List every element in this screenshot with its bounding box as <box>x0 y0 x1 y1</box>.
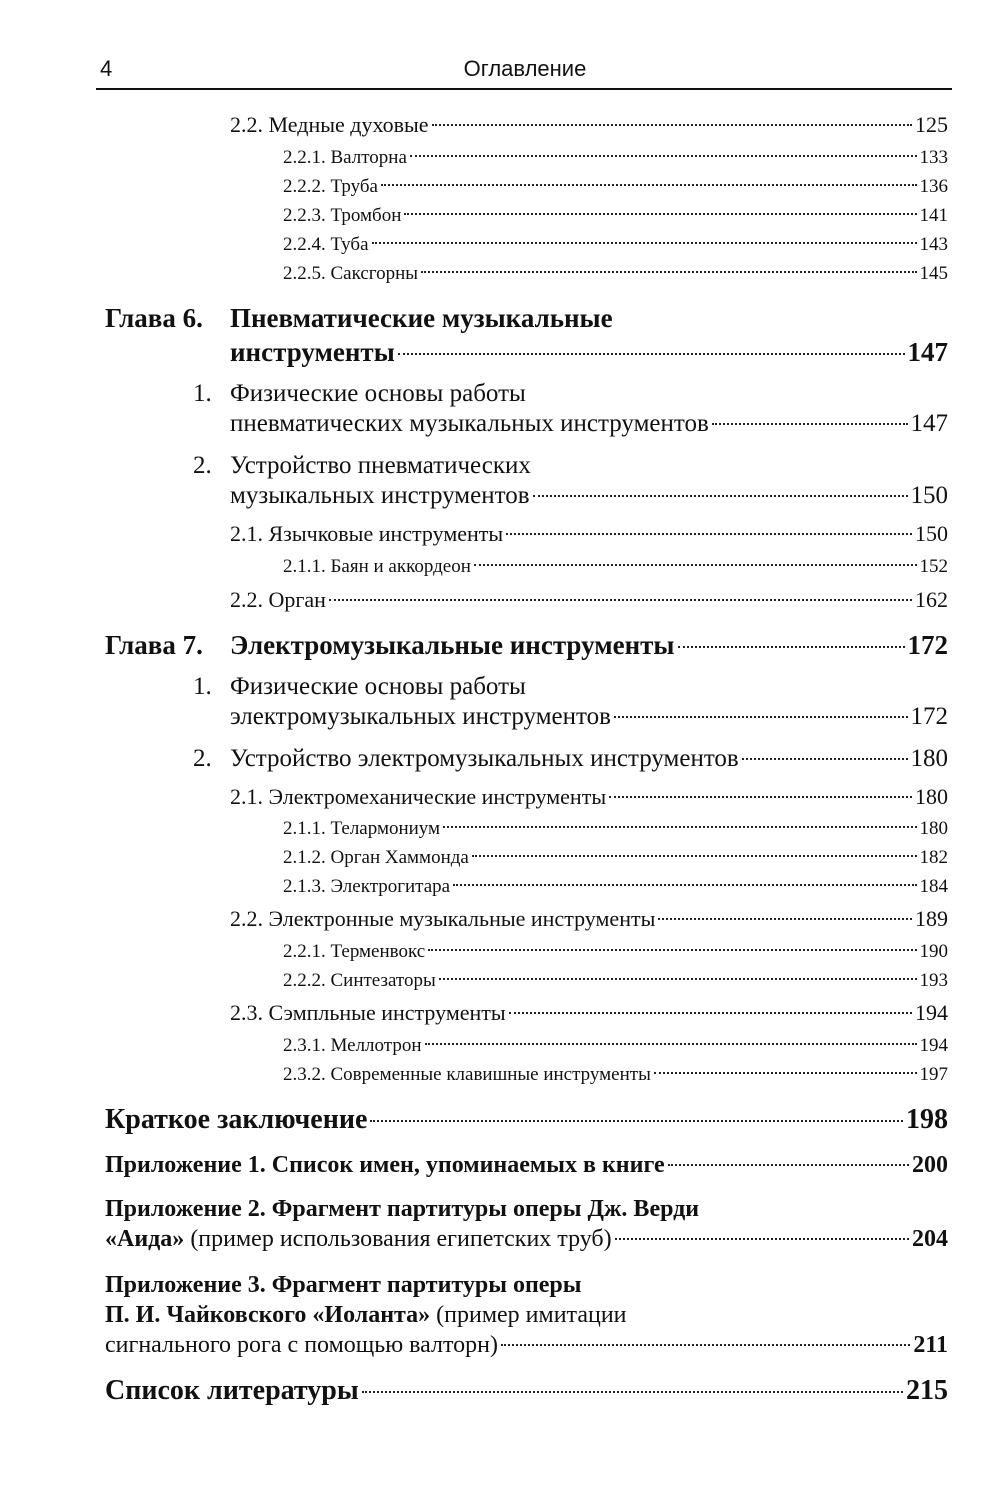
toc-entry <box>230 587 948 613</box>
entry-page: 172 <box>910 703 948 730</box>
entry-title: Устройство электромузыкальных инструментов <box>230 745 739 772</box>
toc-entry <box>105 1332 948 1359</box>
entry-number: 2.2.2. <box>283 176 326 197</box>
dot-leader <box>474 564 917 566</box>
toc-entry <box>105 1375 948 1407</box>
toc-entry <box>283 205 948 227</box>
dot-leader <box>668 1164 909 1166</box>
toc-entry <box>230 906 948 932</box>
dot-leader <box>453 884 916 886</box>
dot-leader <box>398 353 905 355</box>
dot-leader <box>425 1043 917 1045</box>
dot-leader <box>421 271 916 273</box>
dot-leader <box>428 949 916 951</box>
dot-leader <box>712 423 908 425</box>
entry-page: 204 <box>912 1226 948 1252</box>
entry-number: 2.1.3. <box>283 876 326 897</box>
entry-number: 2.2.4. <box>283 234 326 255</box>
entry-page: 200 <box>912 1152 948 1178</box>
dot-leader <box>742 758 908 760</box>
entry-title: Приложение 1. Список имен, упоминаемых в книге <box>105 1152 665 1178</box>
entry-page: 194 <box>919 1035 948 1056</box>
entry-title-cont: сигнального рога с помощью валторн) <box>105 1332 498 1358</box>
dot-leader <box>329 599 912 601</box>
entry-title: Электромеханические инструменты <box>268 784 607 809</box>
header-rule <box>96 88 952 90</box>
entry-page: 180 <box>919 818 948 839</box>
entry-title: Физические основы работы <box>230 380 526 407</box>
entry-page: 133 <box>919 147 948 168</box>
dot-leader <box>533 495 908 497</box>
entry-title-cont: музыкальных инструментов <box>230 482 530 509</box>
entry-number: 2.1.1. <box>283 556 326 577</box>
entry-page: 190 <box>919 941 948 962</box>
chapter-heading <box>105 303 613 334</box>
entry-title: Терменвокс <box>330 941 426 962</box>
entry-number: 2.1. <box>230 521 263 546</box>
dot-leader <box>443 826 916 828</box>
entry-page: 180 <box>915 784 948 809</box>
entry-page: 147 <box>910 410 948 437</box>
toc-entry <box>283 263 948 285</box>
entry-title: Тромбон <box>330 205 402 226</box>
entry-title: Электронные музыкальные инструменты <box>268 906 656 931</box>
toc-entry <box>230 521 948 547</box>
toc-entry <box>230 784 948 810</box>
entry-page: 193 <box>919 970 948 991</box>
entry-title: Язычковые инструменты <box>268 521 504 546</box>
dot-leader <box>658 918 912 920</box>
page-number: 4 <box>100 56 113 81</box>
entry-page: 147 <box>907 337 948 367</box>
entry-number: 2. <box>193 745 212 772</box>
entry-title: Саксгорны <box>330 263 419 284</box>
dot-leader <box>432 124 912 126</box>
entry-page: 194 <box>915 1000 948 1025</box>
toc-entry <box>283 941 948 963</box>
dot-leader <box>472 855 917 857</box>
appendix-heading <box>105 1196 699 1223</box>
toc-entry <box>105 1152 948 1179</box>
dot-leader <box>381 184 917 186</box>
dot-leader <box>678 646 905 648</box>
entry-title: Сэмпльные инструменты <box>268 1000 506 1025</box>
dot-leader <box>506 533 912 535</box>
dot-leader <box>509 1012 912 1014</box>
chapter-label: Глава 7. <box>105 630 203 660</box>
entry-number: 2.2. <box>230 906 263 931</box>
entry-title: Электрогитара <box>330 876 451 897</box>
appendix-heading <box>105 1272 582 1299</box>
entry-page: 172 <box>907 630 948 660</box>
toc-entry <box>283 1035 948 1057</box>
toc-entry <box>283 818 948 840</box>
entry-title: Приложение 3. Фрагмент партитуры оперы <box>105 1272 582 1298</box>
dot-leader <box>362 1391 903 1393</box>
chapter-title: Пневматические музыкальные <box>230 303 613 333</box>
entry-title: Современные клавишные инструменты <box>330 1064 651 1085</box>
dot-leader <box>654 1072 917 1074</box>
section-heading <box>193 380 526 408</box>
entry-number: 2.2.1. <box>283 147 326 168</box>
entry-number: 2.3. <box>230 1000 263 1025</box>
entry-title: Орган Хаммонда <box>330 847 469 868</box>
entry-title: Баян и аккордеон <box>330 556 471 577</box>
entry-title: Список литературы <box>105 1375 359 1406</box>
entry-title-bold: П. И. Чайковского «Иоланта» <box>105 1302 431 1328</box>
entry-number: 1. <box>193 673 212 700</box>
toc-entry <box>230 1000 948 1026</box>
entry-title: Устройство пневматических <box>230 452 531 479</box>
entry-title: Приложение 2. Фрагмент партитуры оперы Дж. Верди <box>105 1196 700 1222</box>
entry-page: 197 <box>919 1064 948 1085</box>
entry-number: 2.1.1. <box>283 818 326 839</box>
entry-page: 143 <box>919 234 948 255</box>
toc-entry <box>230 410 948 438</box>
dot-leader <box>372 242 917 244</box>
entry-page: 215 <box>906 1375 948 1406</box>
toc-entry <box>105 1226 948 1253</box>
entry-number: 2.2. <box>230 587 263 612</box>
entry-page: 136 <box>919 176 948 197</box>
entry-page: 162 <box>915 587 948 612</box>
entry-page: 211 <box>913 1332 948 1358</box>
entry-title: Меллотрон <box>330 1035 422 1056</box>
entry-title-bold: «Аида» <box>105 1226 185 1252</box>
dot-leader <box>501 1344 910 1346</box>
toc-entry <box>283 970 948 992</box>
toc-entry <box>283 1064 948 1086</box>
entry-page: 152 <box>919 556 948 577</box>
entry-title: Телармониум <box>330 818 441 839</box>
entry-title: Орган <box>268 587 326 612</box>
section-heading <box>193 452 531 480</box>
entry-number: 2.2.1. <box>283 941 326 962</box>
entry-number: 2.3.1. <box>283 1035 326 1056</box>
toc-entry <box>230 482 948 510</box>
entry-number: 2.1.2. <box>283 847 326 868</box>
dot-leader <box>615 1238 909 1240</box>
dot-leader <box>439 978 917 980</box>
entry-title: Физические основы работы <box>230 673 526 700</box>
entry-page: 150 <box>915 521 948 546</box>
entry-page: 198 <box>906 1104 948 1135</box>
entry-page: 150 <box>910 482 948 509</box>
chapter-title-cont: инструменты <box>230 337 395 367</box>
chapter-label: Глава 6. <box>105 303 203 333</box>
entry-title: Синтезаторы <box>330 970 436 991</box>
entry-number: 2.3.2. <box>283 1064 326 1085</box>
appendix-heading-cont <box>105 1302 627 1329</box>
entry-page: 125 <box>915 112 948 137</box>
toc-entry <box>283 147 948 169</box>
dot-leader <box>614 716 908 718</box>
entry-number: 2.1. <box>230 784 263 809</box>
entry-page: 145 <box>919 263 948 284</box>
entry-title: Валторна <box>330 147 407 168</box>
toc-entry <box>283 556 948 578</box>
entry-page: 182 <box>919 847 948 868</box>
toc-entry <box>230 703 948 731</box>
entry-title-cont: (пример использования египетских труб) <box>184 1226 612 1252</box>
toc-entry <box>283 176 948 198</box>
entry-page: 184 <box>919 876 948 897</box>
toc-entry <box>283 847 948 869</box>
entry-number: 1. <box>193 380 212 407</box>
toc-entry <box>193 745 948 773</box>
chapter-title: Электромузыкальные инструменты <box>230 630 675 660</box>
entry-page: 141 <box>919 205 948 226</box>
entry-number: 2.2. <box>230 112 263 137</box>
entry-title: Труба <box>330 176 378 197</box>
entry-number: 2. <box>193 452 212 479</box>
entry-page: 189 <box>915 906 948 931</box>
entry-number: 2.2.3. <box>283 205 326 226</box>
entry-title-cont: пневматических музыкальных инструментов <box>230 410 709 437</box>
toc-entry <box>283 876 948 898</box>
entry-title-cont: (пример имитации <box>430 1302 627 1328</box>
entry-title-cont: электромузыкальных инструментов <box>230 703 611 730</box>
section-heading <box>193 673 526 701</box>
chapter-heading <box>105 630 948 661</box>
running-header-title: Оглавление <box>463 56 587 81</box>
entry-title: Туба <box>330 234 369 255</box>
dot-leader <box>370 1120 903 1122</box>
dot-leader <box>410 155 917 157</box>
entry-title: Медные духовые <box>268 112 429 137</box>
entry-title: Краткое заключение <box>105 1104 368 1135</box>
entry-page: 180 <box>910 745 948 772</box>
dot-leader <box>609 796 912 798</box>
toc-entry <box>283 234 948 256</box>
entry-number: 2.2.2. <box>283 970 326 991</box>
toc-entry <box>105 1104 948 1136</box>
entry-number: 2.2.5. <box>283 263 326 284</box>
toc-entry <box>230 112 948 138</box>
toc-entry <box>230 337 948 368</box>
dot-leader <box>404 213 916 215</box>
